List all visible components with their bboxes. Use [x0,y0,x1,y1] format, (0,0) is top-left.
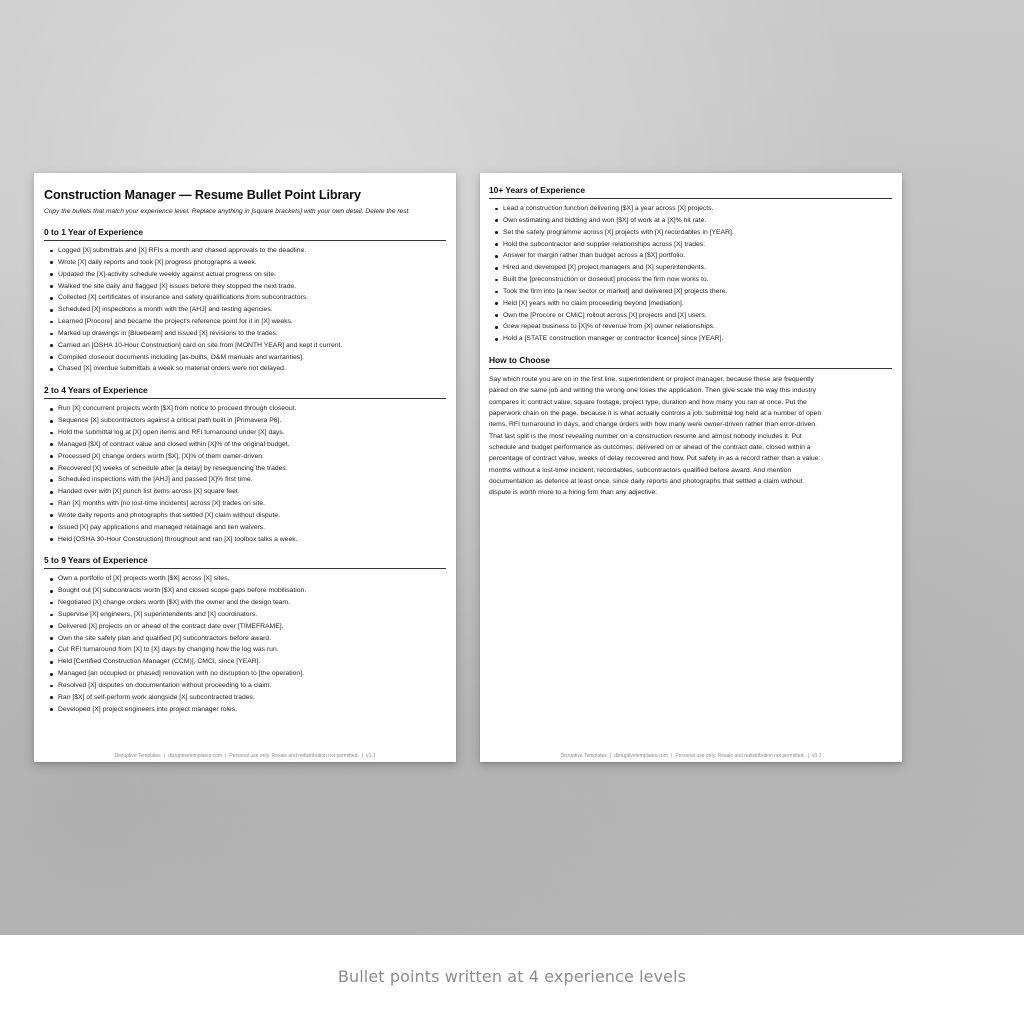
bullet-list-5-9-years [44,573,446,715]
list-item: Built the [preconstruction or closeout] process the firm now works to. [495,274,892,286]
list-item: Carried an [OSHA 10-Hour Construction] card on site from [MONTH YEAR] and kept it current. [50,340,446,352]
footer-separator: | [671,753,673,759]
footer-separator: | [163,753,166,759]
list-item: Logged [X] submittals and [X] RFIs a month and chased approvals to the deadline. [50,245,446,257]
list-item: Supervise [X] engineers, [X] superintendents and [X] coordinators. [50,609,446,621]
section-heading-10-plus-years: 10+ Years of Experience [489,185,892,199]
footer-website: disruptivetemplates.com [168,753,223,759]
paragraph-line: That last split is the most revealing number on a construction resume and almost nobody includes it. Put [489,432,802,440]
list-item: Processed [X] change orders worth [$X], [X]% of them owner-driven. [50,451,446,463]
list-item: Own the [Procore or CMiC] rollout across [X] projects and [X] users. [495,310,892,322]
page-footer [480,753,902,759]
list-item: Handed over with [X] punch list items across [X] square feet. [50,486,446,498]
document-page-1 [34,173,456,762]
list-item: Recovered [X] weeks of schedule after [a delay] by resequencing the trades. [50,463,446,475]
list-item: Own a portfolio of [X] projects worth [$X] across [X] sites. [50,573,446,585]
document-page-2 [480,173,902,762]
list-item: Wrote daily reports and photographs that settled [X] claim without dispute. [50,510,446,522]
list-item: Hold the subcontractor and supplier relationships across [X] trades. [495,239,892,251]
footer-separator: | [225,753,227,759]
bullet-list-10-plus-years [489,203,892,345]
image-caption: Bullet points written at 4 experience levels [0,935,1024,1024]
list-item: Sequence [X] subcontractors against a critical path built in [Primavera P6]. [50,415,446,427]
list-item: Hold the submittal log at [X] open items and RFI turnaround under [X] days. [50,427,446,439]
footer-separator: | [807,753,810,759]
paragraph-line: paperwork chain on the page, because it is what actually controls a job: submittal log held at a number of open [489,410,822,418]
paragraph-line: compares it: contract value, square footage, project type, duration and how many you ran at once. Put the [489,398,807,406]
list-item: Negotiated [X] change orders worth [$X] with the owner and the design team. [50,597,446,609]
paragraph-line: items, RFI turnaround in days, and change orders with how many were owner-driven rather than error-driven. [489,421,817,429]
list-item: Held [X] years with no claim proceeding beyond [mediation]. [495,298,892,310]
footer-brand: Disruptive Templates [114,753,161,759]
paragraph-line: dispute is worth more to a hiring firm than any adjective. [489,489,658,497]
section-heading-how-to-choose: How to Choose [489,355,892,369]
list-item: Managed [$X] of contract value and closed within [X]% of the original budget. [50,439,446,451]
list-item: Learned [Procore] and became the project's reference point for it in [X] weeks. [50,316,446,328]
bullet-list-0-1-years [44,245,446,375]
list-item: Own estimating and bidding and won [$X] of work at a [X]% hit rate. [495,215,892,227]
how-to-choose-paragraph [489,374,892,498]
list-item: Own the site safety plan and qualified [X] subcontractors before award. [50,633,446,645]
footer-version: v1.1 [812,753,822,759]
list-item: Issued [X] pay applications and managed retainage and lien waivers. [50,522,446,534]
list-item: Managed [an occupied or phased] renovation with no disruption to [the operation]. [50,668,446,680]
list-item: Answer for margin rather than budget across a [$X] portfolio. [495,250,892,262]
list-item: Took the firm into [a new sector or market] and delivered [X] projects there. [495,286,892,298]
paragraph-line: months without a lost-time incident, recordables, subcontractors qualified before award. And mention [489,466,792,474]
list-item: Scheduled [X] inspections a month with the [AHJ] and testing agencies. [50,304,446,316]
section-heading-2-4-years: 2 to 4 Years of Experience [44,385,446,399]
paragraph-line: schedule and budget performance as outcomes: delivered on or ahead of the contract date, closed within a [489,443,811,451]
list-item: Cut RFI turnaround from [X] to [X] days by changing how the log was run. [50,644,446,656]
list-item: Grew repeat business to [X]% of revenue from [X] owner relationships. [495,321,892,333]
list-item: Chased [X] overdue submittals a week so material orders were not delayed. [50,363,446,375]
page-footer [34,753,456,759]
list-item: Compiled closeout documents including [as-builts, O&M manuals and warranties]. [50,352,446,364]
list-item: Marked up drawings in [Bluebeam] and issued [X] revisions to the trades. [50,328,446,340]
list-item: Hold a [STATE construction manager or contractor licence] since [YEAR]. [495,333,892,345]
list-item: Wrote [X] daily reports and took [X] progress photographs a week. [50,257,446,269]
list-item: Scheduled inspections with the [AHJ] and passed [X]% first time. [50,474,446,486]
document-title: Construction Manager — Resume Bullet Point Library [44,188,361,202]
list-item: Updated the [X]-activity schedule weekly against actual progress on site. [50,269,446,281]
list-item: Developed [X] project engineers into project manager roles. [50,704,446,716]
paragraph-line: percentage of contract value, weeks of delay recovered and how. Put safety in as a record rather than a value: [489,455,821,463]
footer-website: disruptivetemplates.com [614,753,669,759]
list-item: Lead a construction function delivering [$X] a year across [X] projects. [495,203,892,215]
footer-version: v1.1 [366,753,376,759]
bullet-list-2-4-years [44,403,446,545]
list-item: Walked the site daily and flagged [X] issues before they stopped the next trade. [50,281,446,293]
document-intro: Copy the bullets that match your experience level. Replace anything in [square brackets] with your own detail. Delete the rest. [44,208,411,215]
paragraph-line: paired on the same job and writing the wrong one loses the application. Then give scale the way this industry [489,387,817,395]
footer-license: Personal use only. Resale and redistribution not permitted. [229,753,359,759]
paragraph-line: documentation as defence at least once, since daily reports and photographs that settled a claim without [489,477,803,485]
list-item: Collected [X] certificates of insurance and safety qualifications from subcontractors. [50,292,446,304]
footer-separator: | [609,753,612,759]
section-heading-5-9-years: 5 to 9 Years of Experience [44,555,446,569]
list-item: Bought out [X] subcontracts worth [$X] and closed scope gaps before mobilisation. [50,585,446,597]
list-item: Set the safety programme across [X] projects with [X] recordables in [YEAR]. [495,227,892,239]
section-heading-0-1-years: 0 to 1 Year of Experience [44,227,446,241]
footer-license: Personal use only. Resale and redistribution not permitted. [675,753,805,759]
list-item: Ran [X] months with [no lost-time incidents] across [X] trades on site. [50,498,446,510]
paragraph-line: Say which route you are on in the first line, superintendent or project manager, because these are frequently [489,376,814,384]
footer-separator: | [361,753,364,759]
list-item: Resolved [X] disputes on documentation without proceeding to a claim. [50,680,446,692]
list-item: Delivered [X] projects on or ahead of the contract date over [TIMEFRAME]. [50,621,446,633]
footer-brand: Disruptive Templates [560,753,607,759]
list-item: Held [OSHA 30-Hour Construction] throughout and ran [X] toolbox talks a week. [50,534,446,546]
list-item: Hired and developed [X] project managers and [X] superintendents. [495,262,892,274]
list-item: Ran [$X] of self-perform work alongside [X] subcontracted trades. [50,692,446,704]
list-item: Held [Certified Construction Manager (CCM)], CMCI, since [YEAR]. [50,656,446,668]
list-item: Run [X] concurrent projects worth [$X] from notice to proceed through closeout. [50,403,446,415]
